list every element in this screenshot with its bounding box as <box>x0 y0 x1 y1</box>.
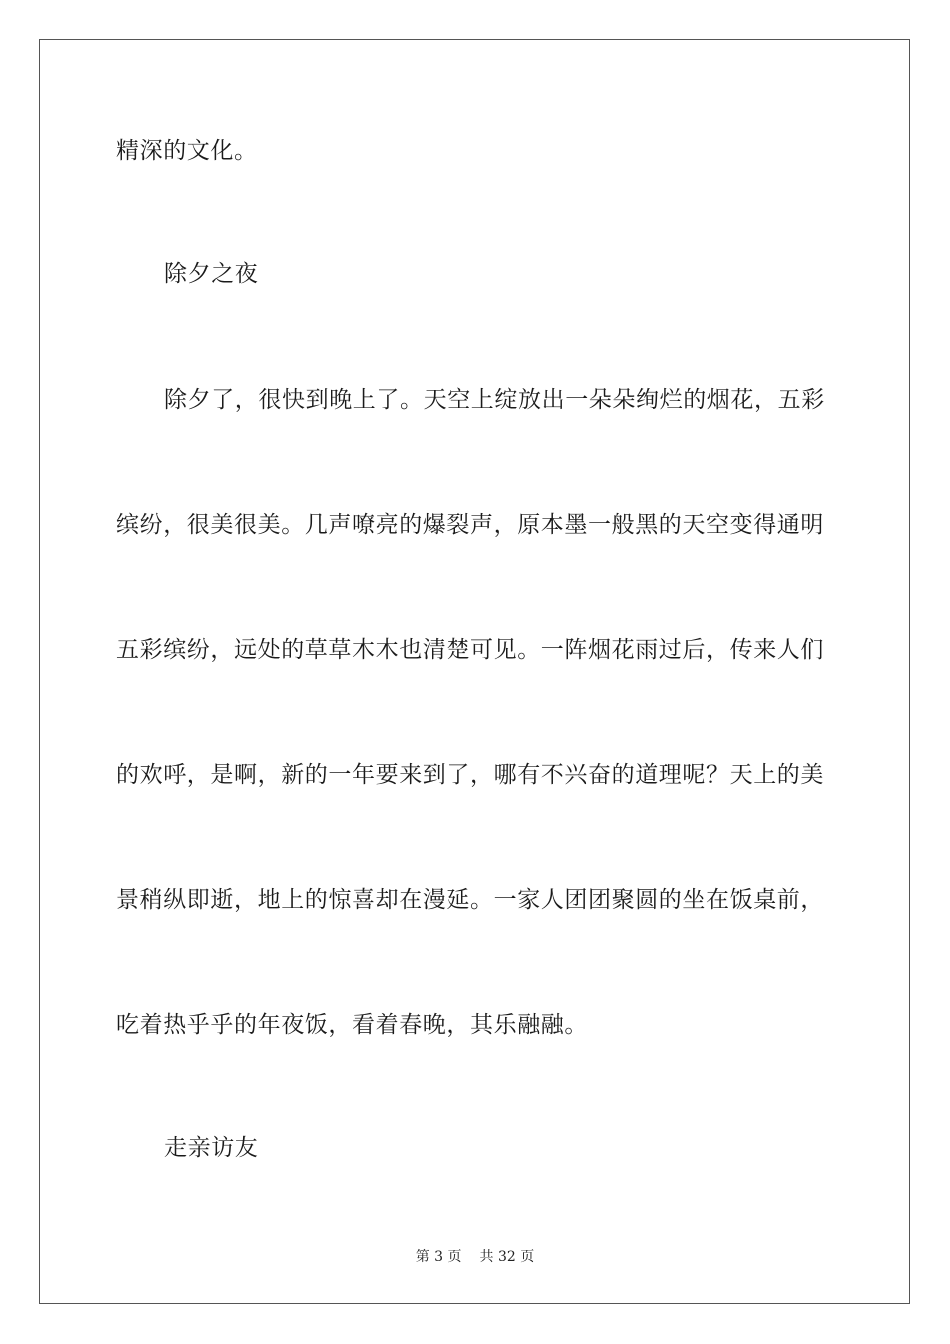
text-line: 精深的文化。 <box>116 138 258 164</box>
page-frame <box>39 39 910 1304</box>
text-line: 景稍纵即逝，地上的惊喜却在漫延。一家人团团聚圆的坐在饭桌前， <box>116 887 824 913</box>
total-pages: 共 32 页 <box>479 1249 535 1265</box>
text-line: 除夕了，很快到晚上了。天空上绽放出一朵朵绚烂的烟花，五彩 <box>164 387 825 413</box>
section-heading: 走亲访友 <box>164 1135 259 1161</box>
text-line: 缤纷，很美很美。几声嘹亮的爆裂声，原本墨一般黑的天空变得通明 <box>116 512 824 538</box>
page-number: 第 3 页 <box>415 1249 462 1265</box>
page-footer <box>0 1248 950 1266</box>
text-line: 的欢呼，是啊，新的一年要来到了，哪有不兴奋的道理呢？天上的美 <box>116 762 824 788</box>
text-line: 吃着热乎乎的年夜饭，看着春晚，其乐融融。 <box>116 1012 588 1038</box>
section-heading: 除夕之夜 <box>164 261 259 287</box>
text-line: 五彩缤纷，远处的草草木木也清楚可见。一阵烟花雨过后，传来人们 <box>116 637 824 663</box>
